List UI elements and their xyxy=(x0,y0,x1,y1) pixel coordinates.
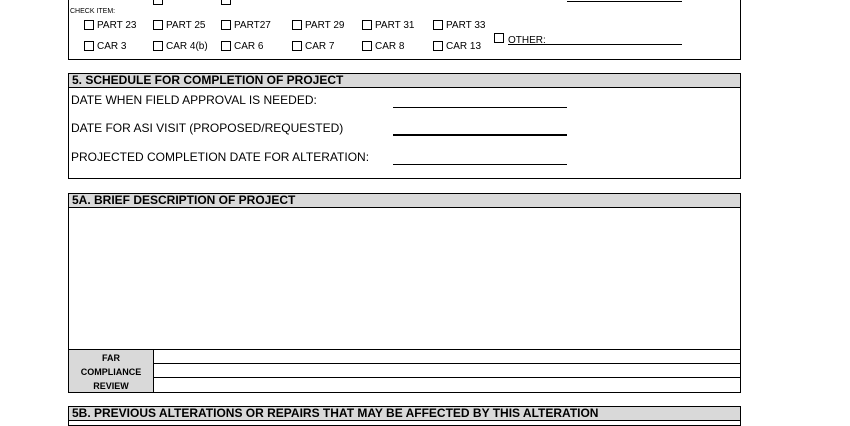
label-car-6: CAR 6 xyxy=(234,41,264,52)
field-approval-date-label: DATE WHEN FIELD APPROVAL IS NEEDED: xyxy=(71,93,317,107)
other-field-line[interactable] xyxy=(540,44,682,45)
far-review-row-3[interactable] xyxy=(153,377,741,393)
section-5-header: 5. SCHEDULE FOR COMPLETION OF PROJECT xyxy=(68,73,741,88)
asi-visit-date-input[interactable] xyxy=(393,134,567,136)
checkbox-car-6[interactable] xyxy=(221,41,231,51)
field-approval-date-input[interactable] xyxy=(393,107,567,108)
checkbox-car-8[interactable] xyxy=(362,41,372,51)
checkbox-car-4b[interactable] xyxy=(153,41,163,51)
label-part-29: PART 29 xyxy=(305,20,345,31)
label-other: OTHER: xyxy=(508,35,546,46)
completion-date-label: PROJECTED COMPLETION DATE FOR ALTERATION: xyxy=(71,150,370,164)
label-part-27: PART27 xyxy=(234,20,271,31)
label-car-7: CAR 7 xyxy=(305,41,335,52)
checkbox-car-7[interactable] xyxy=(292,41,302,51)
checkbox-part-25[interactable] xyxy=(153,20,163,30)
top-field-line[interactable] xyxy=(567,1,682,2)
checkbox-part-23[interactable] xyxy=(84,20,94,30)
far-review-row-1[interactable] xyxy=(153,349,741,364)
checkbox-part-27[interactable] xyxy=(221,20,231,30)
asi-visit-date-label: DATE FOR ASI VISIT (PROPOSED/REQUESTED) xyxy=(71,121,344,135)
checkbox-part-33[interactable] xyxy=(433,20,443,30)
section-5a-header: 5A. BRIEF DESCRIPTION OF PROJECT xyxy=(68,193,741,208)
far-review-row-2[interactable] xyxy=(153,363,741,378)
far-compliance-review-label xyxy=(68,349,154,393)
checkbox-other[interactable] xyxy=(494,33,504,43)
check-item-label: CHECK ITEM: xyxy=(70,8,116,15)
label-part-31: PART 31 xyxy=(375,20,415,31)
label-car-8: CAR 8 xyxy=(375,41,405,52)
label-part-25: PART 25 xyxy=(166,20,206,31)
checkbox-car-3[interactable] xyxy=(84,41,94,51)
section-5b-header: 5B. PREVIOUS ALTERATIONS OR REPAIRS THAT MAY BE AFFECTED BY THIS ALTERATION xyxy=(68,406,741,421)
label-car-13: CAR 13 xyxy=(446,41,482,52)
far-label-line-1: FAR xyxy=(102,353,120,363)
far-label-line-3: REVIEW xyxy=(93,381,129,391)
label-part-33: PART 33 xyxy=(446,20,486,31)
checkbox-part-29[interactable] xyxy=(292,20,302,30)
checkbox-top-clipped[interactable] xyxy=(153,0,163,5)
checkbox-top-clipped[interactable] xyxy=(221,0,231,5)
far-label-line-2: COMPLIANCE xyxy=(80,367,142,377)
checkbox-car-13[interactable] xyxy=(433,41,443,51)
label-car-4b: CAR 4(b) xyxy=(166,41,208,52)
label-part-23: PART 23 xyxy=(97,20,137,31)
checkbox-part-31[interactable] xyxy=(362,20,372,30)
completion-date-input[interactable] xyxy=(393,164,567,165)
label-car-3: CAR 3 xyxy=(97,41,127,52)
